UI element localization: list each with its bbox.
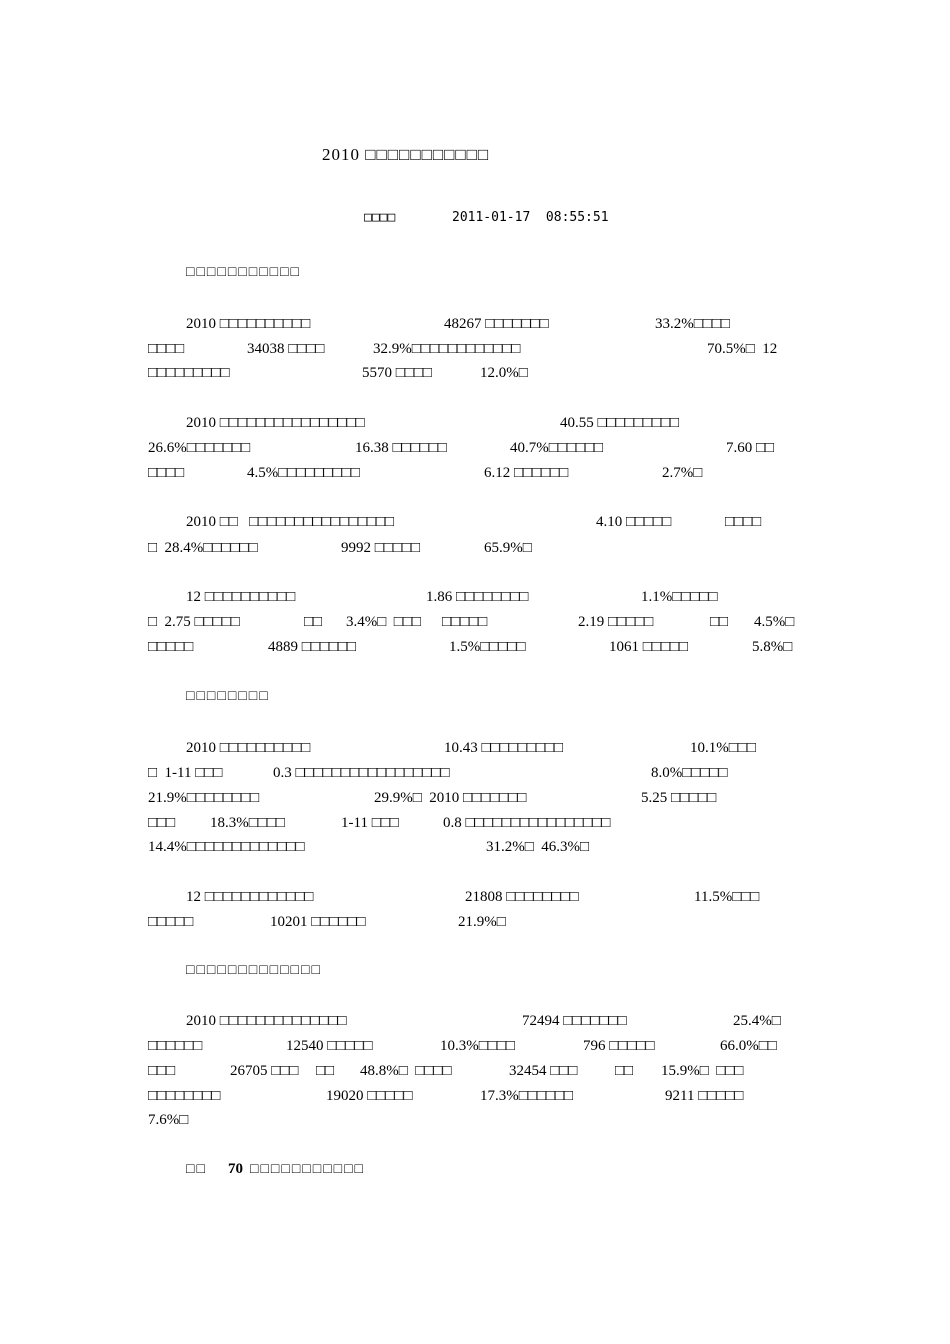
text-fragment: □□□□ [725,514,762,530]
text-fragment: 31.2%□ 46.3%□ [486,839,590,855]
text-fragment: 10.1%□□□ [690,740,756,756]
text-fragment: 4.5%□□□□□□□□□ [247,465,360,481]
text-fragment: 25.4%□ [733,1013,781,1029]
text-fragment: □□□□□ [148,914,194,930]
text-fragment: 5.8%□ [752,639,793,655]
text-fragment: 10.43 □□□□□□□□□ [444,740,564,756]
text-fragment: 2010 □□□□□□□□□□□□□□□□ [186,415,365,431]
text-fragment: 2010 □□□□□□□□□□ [186,740,311,756]
text-fragment: 15.9%□ □□□ [661,1063,744,1079]
text-fragment: 11.5%□□□ [694,889,760,905]
text-fragment: □□□ [148,815,176,831]
section-heading-1: □□□□□□□□□□□ [186,265,302,280]
text-fragment: 1.86 □□□□□□□□ [426,589,529,605]
text-fragment: 19020 □□□□□ [326,1088,413,1104]
text-fragment: 5570 □□□□ [362,365,432,381]
text-fragment: 2.7%□ [662,465,703,481]
text-fragment: □□□□□□□□ [148,1088,221,1104]
text-fragment: 48.8%□ □□□□ [360,1063,452,1079]
text-fragment: 32.9%□□□□□□□□□□□□ [373,341,521,357]
text-fragment: 7.60 □□ [726,440,775,456]
text-fragment: □□□□□□□□□ [148,365,230,381]
text-fragment: 4.10 □□□□□ [596,514,672,530]
text-fragment: □□□□ [148,341,185,357]
text-fragment: 21.9%□□□□□□□□ [148,790,260,806]
text-fragment: 2010 □□□□□□□□□□□□□□ [186,1013,347,1029]
text-fragment: □ 28.4%□□□□□□ [148,540,258,556]
text-fragment: 32454 □□□ [509,1063,578,1079]
text-fragment: 2010 □□ □□□□□□□□□□□□□□□□ [186,514,395,530]
text-fragment: 796 □□□□□ [583,1038,655,1054]
text-fragment: □ 2.75 □□□□□ [148,614,240,630]
text-fragment: 17.3%□□□□□□ [480,1088,574,1104]
text-fragment: □□□□□ [148,639,194,655]
text-fragment: 4.5%□ [754,614,795,630]
text-fragment: 18.3%□□□□ [210,815,285,831]
text-fragment: 72494 □□□□□□□ [522,1013,627,1029]
text-fragment: 0.3 □□□□□□□□□□□□□□□□□ [273,765,450,781]
text-fragment: 26705 □□□ [230,1063,299,1079]
text-fragment: 26.6%□□□□□□□ [148,440,251,456]
text-fragment: □□ [615,1063,634,1079]
text-fragment: 6.12 □□□□□□ [484,465,569,481]
text-fragment: □□ [710,614,729,630]
text-fragment: □□□ [148,1063,176,1079]
text-fragment: 2010 □□□□□□□□□□ [186,316,311,332]
text-fragment: 48267 □□□□□□□ [444,316,549,332]
text-fragment: 12 □□□□□□□□□□□□ [186,889,314,905]
text-fragment: 29.9%□ 2010 □□□□□□□ [374,790,527,806]
text-fragment: 4889 □□□□□□ [268,639,357,655]
text-fragment: 7.6%□ [148,1112,189,1128]
text-fragment: 3.4%□ □□□ [346,614,421,630]
text-fragment: 40.55 □□□□□□□□□ [560,415,680,431]
text-fragment: □□□□ [148,465,185,481]
text-fragment: 9992 □□□□□ [341,540,421,556]
publish-datetime: 2011-01-17 08:55:51 [452,210,609,225]
text-fragment: 8.0%□□□□□ [651,765,728,781]
text-fragment: □□ [304,614,323,630]
text-fragment: 70.5%□ 12 [707,341,778,357]
text-fragment: □ 1-11 □□□ [148,765,223,781]
text-fragment: 0.8 □□□□□□□□□□□□□□□□ [443,815,611,831]
text-fragment: 1.1%□□□□□ [641,589,718,605]
text-fragment: □□ [316,1063,335,1079]
page-title: 2010 □□□□□□□□□□□ [322,145,490,164]
text-fragment: 16.38 □□□□□□ [355,440,447,456]
text-fragment: 2.19 □□□□□ [578,614,654,630]
text-fragment: 1061 □□□□□ [609,639,689,655]
text-fragment: 33.2%□□□□ [655,316,730,332]
section-heading-4-prefix: □□ [186,1162,207,1177]
text-fragment: 12540 □□□□□ [286,1038,373,1054]
text-fragment: 1.5%□□□□□ [449,639,526,655]
text-fragment: 12.0%□ [480,365,528,381]
text-fragment: 10.3%□□□□ [440,1038,515,1054]
text-fragment: 21.9%□ [458,914,506,930]
text-fragment: 40.7%□□□□□□ [510,440,604,456]
section-heading-2: □□□□□□□□ [186,689,270,704]
text-fragment: 10201 □□□□□□ [270,914,366,930]
text-fragment: 5.25 □□□□□ [641,790,717,806]
section-heading-4-number: 70 [228,1161,243,1177]
text-fragment: □□□□□□ [148,1038,203,1054]
text-fragment: 9211 □□□□□ [665,1088,744,1104]
text-fragment: 1-11 □□□ [341,815,399,831]
section-heading-3: □□□□□□□□□□□□□ [186,963,322,978]
section-heading-4-suffix: □□□□□□□□□□□ [250,1162,366,1177]
text-fragment: 21808 □□□□□□□□ [465,889,579,905]
text-fragment: 65.9%□ [484,540,532,556]
text-fragment: □□□□□ [442,614,488,630]
text-fragment: 12 □□□□□□□□□□ [186,589,296,605]
text-fragment: 14.4%□□□□□□□□□□□□□ [148,839,305,855]
text-fragment: 34038 □□□□ [247,341,325,357]
source-label: □□□□ [364,210,396,225]
text-fragment: 66.0%□□ [720,1038,777,1054]
